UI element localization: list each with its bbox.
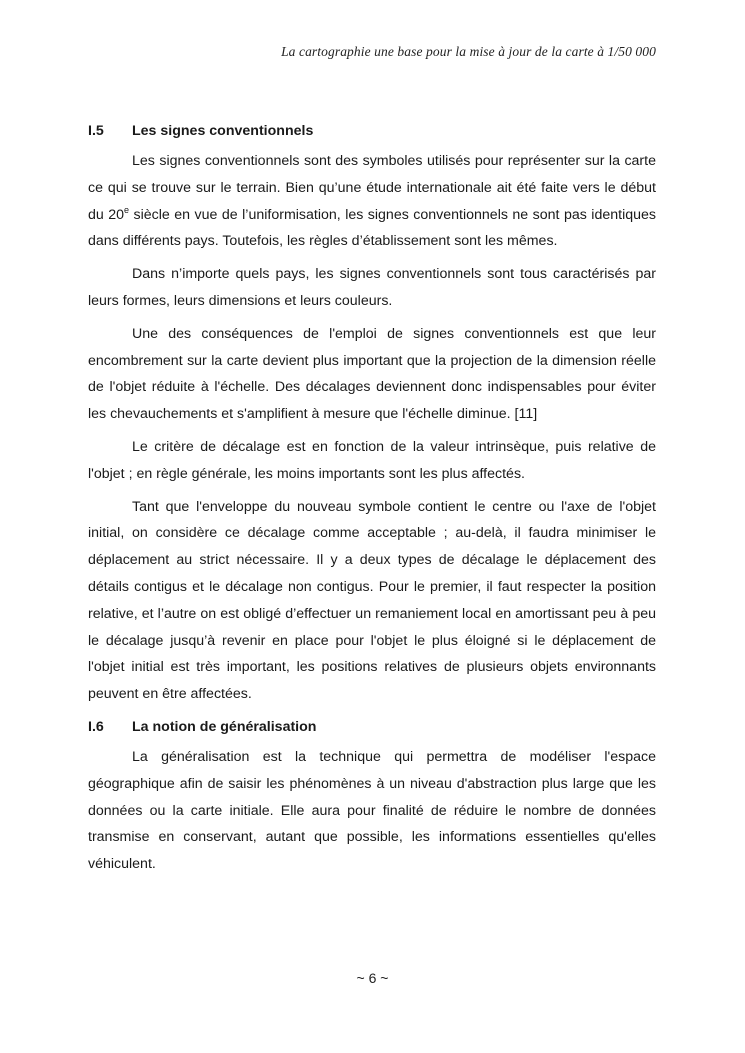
paragraph: Tant que l'enveloppe du nouveau symbole contient le centre ou l'axe de l'objet initial, on considère ce décalage comme acceptable ; au-delà, il faudra minimiser le déplacement au strict nécessaire. Il y a deux types de décalage le déplacement des détails contigus et le décalage non contigus. Pour le premier, il faut respecter la position relative, et l’autre on est obligé d’effectuer un remaniement local en amortissant peu à peu le décalage jusqu’à revenir en place pour l'objet le plus éloigné si le déplacement de l'objet initial est très important, les positions relatives de plusieurs objets environnants peuvent en être affectées.	[88, 498, 656, 703]
section-title: La notion de généralisation	[132, 718, 317, 735]
page-content	[88, 118, 656, 884]
section-heading-1-6	[88, 714, 656, 740]
superscript: e	[124, 204, 130, 215]
paragraph: Une des conséquences de l'emploi de signes conventionnels est que leur encombrement sur la carte devient plus important que la projection de la dimension réelle de l'objet réduite à l'échelle. Des décalages deviennent donc indispensables pour éviter les chevauchements et s'amplifient à mesure que l'échelle diminue. [11]	[88, 325, 656, 423]
section-number: I.6	[88, 718, 104, 735]
section-title: Les signes conventionnels	[132, 123, 314, 139]
paragraph: Dans n’importe quels pays, les signes conventionnels sont tous caractérisés par leurs formes, leurs dimensions et leurs couleurs.	[88, 266, 656, 309]
paragraph: La généralisation est la technique qui permettra de modéliser l'espace géographique afin de saisir les phénomènes à un niveau d'abstraction plus large que les données ou la carte initiale. Elle aura pour finalité de réduire le nombre de données transmise en conservant, autant que possible, les informations essentielles qu'elles véhiculent.	[88, 748, 656, 873]
section-number: I.5	[88, 123, 104, 139]
running-header: La cartographie une base pour la mise à jour de la carte à 1/50 000	[281, 44, 656, 59]
page-number: ~ 6 ~	[356, 970, 389, 986]
paragraph-text: Les signes conventionnels sont des symboles utilisés pour représenter sur la carte ce qui se trouve sur le terrain. Bien qu’une étude internationale ait été faite vers le début du 20	[88, 153, 656, 223]
paragraph: Le critère de décalage est en fonction de la valeur intrinsèque, puis relative de l'objet ; en règle générale, les moins importants sont les plus affectés.	[88, 438, 656, 482]
paragraph	[88, 148, 656, 255]
section-heading-1-5	[88, 118, 656, 144]
paragraph-text: siècle en vue de l’uniformisation, les signes conventionnels ne sont pas identiques dans différents pays. Toutefois, les règles d’établissement sont les mêmes.	[88, 206, 656, 250]
